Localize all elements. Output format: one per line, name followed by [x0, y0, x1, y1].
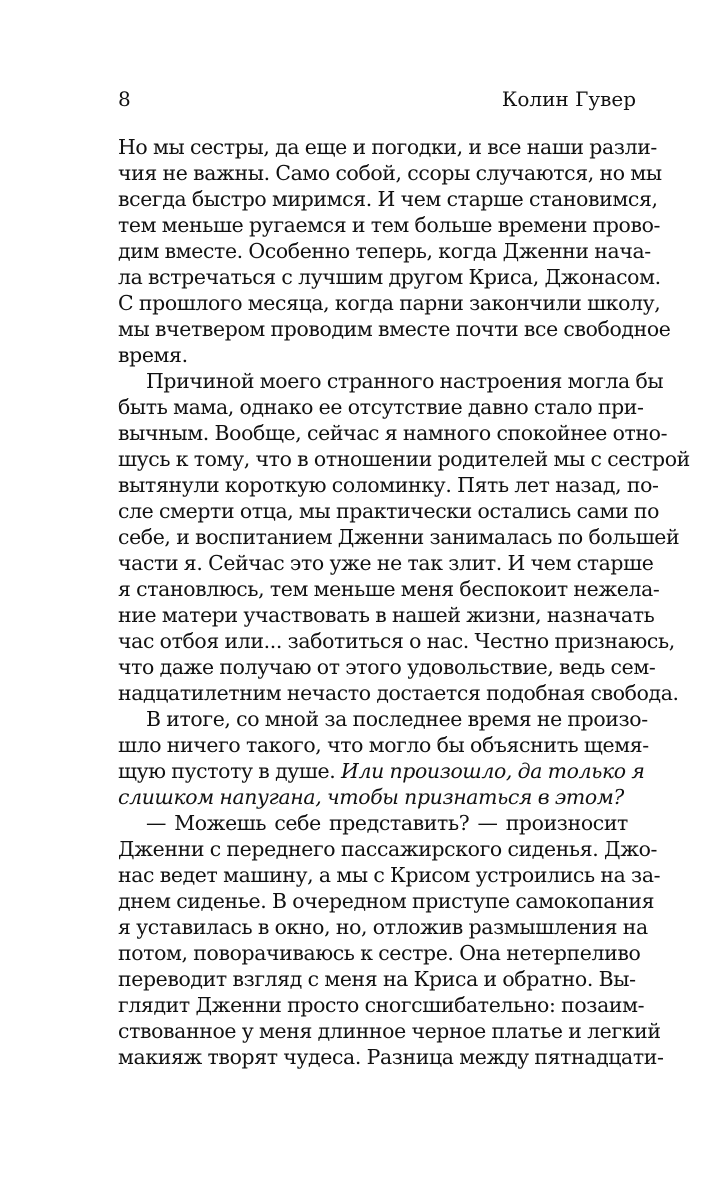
page-number: 8 [118, 87, 131, 111]
text-line: время. [118, 343, 188, 367]
text-line: переводит взгляд с меня на Криса и обратно. Вы- [118, 967, 636, 991]
book-page [118, 86, 690, 1070]
text-line-mixed [118, 758, 645, 784]
plain-text: щую пустоту в душе. [118, 759, 342, 783]
text-line: тем меньше ругаемся и тем больше времени прово- [118, 213, 661, 237]
paragraph-2 [118, 368, 690, 706]
text-line: шусь к тому, что в отношении родителей мы с сестрой [118, 447, 690, 471]
text-line: чия не важны. Само собой, ссоры случаются, но мы [118, 161, 662, 185]
text-line: себе, и воспитанием Дженни занималась по большей [118, 525, 680, 549]
text-line: глядит Дженни просто сногсшибательно: позаим- [118, 993, 645, 1017]
text-line: дим вместе. Особенно теперь, когда Дженни нача- [118, 239, 651, 263]
text-line: днем сиденье. В очередном приступе самокопания [118, 889, 655, 913]
text-line: вычным. Вообще, сейчас я намного спокойнее отно- [118, 421, 668, 445]
text-line: С прошлого месяца, когда парни закончили школу, [118, 291, 661, 315]
text-line: ствованное у меня длинное черное платье и легкий [118, 1019, 661, 1043]
text-line: ние матери участвовать в нашей жизни, назначать [118, 603, 655, 627]
text-line: В итоге, со мной за последнее время не произо- [146, 707, 648, 731]
running-header [118, 86, 636, 112]
text-line: я уставилась в окно, но, отложив размышления на [118, 915, 648, 939]
text-line: Причиной моего странного настроения могла бы [146, 369, 664, 393]
paragraph-3 [118, 706, 649, 810]
text-line: потом, поворачиваюсь к сестре. Она нетерпеливо [118, 941, 641, 965]
text-line: я становлюсь, тем меньше меня беспокоит нежела- [118, 577, 660, 601]
text-line: сле смерти отца, мы практически остались сами по [118, 499, 659, 523]
italic-text-line: слишком напугана, чтобы признаться в этом? [118, 785, 624, 809]
text-line: что даже получаю от этого удовольствие, ведь сем- [118, 655, 656, 679]
text-line: шло ничего такого, что могло бы объяснить щемя- [118, 733, 649, 757]
text-line: — Можешь себе представить? — произносит [146, 811, 628, 835]
paragraph-1 [118, 134, 671, 368]
text-line: мы вчетвером проводим вместе почти все свободное [118, 317, 671, 341]
text-line: быть мама, однако ее отсутствие давно стало при- [118, 395, 644, 419]
text-line: части я. Сейчас это уже не так злит. И чем старше [118, 551, 654, 575]
text-line: час отбоя или... заботиться о нас. Честно признаюсь, [118, 629, 675, 653]
paragraph-4 [118, 810, 664, 1070]
book-author: Колин Гувер [501, 87, 636, 111]
text-line: ла встречаться с лучшим другом Криса, Джонасом. [118, 265, 661, 289]
text-line: вытянули короткую соломинку. Пять лет назад, по- [118, 473, 659, 497]
body-text [118, 134, 690, 1070]
text-line: Но мы сестры, да еще и погодки, и все наши разли- [118, 135, 657, 159]
text-line: всегда быстро миримся. И чем старше становимся, [118, 187, 658, 211]
italic-text: Или произошло, да только я [341, 759, 645, 783]
text-line: Дженни с переднего пассажирского сиденья. Джо- [118, 837, 658, 861]
text-line: макияж творят чудеса. Разница между пятнадцати- [118, 1045, 664, 1069]
text-line: нас ведет машину, а мы с Крисом устроились на за- [118, 863, 661, 887]
text-line: надцатилетним нечасто достается подобная свобода. [118, 681, 679, 705]
